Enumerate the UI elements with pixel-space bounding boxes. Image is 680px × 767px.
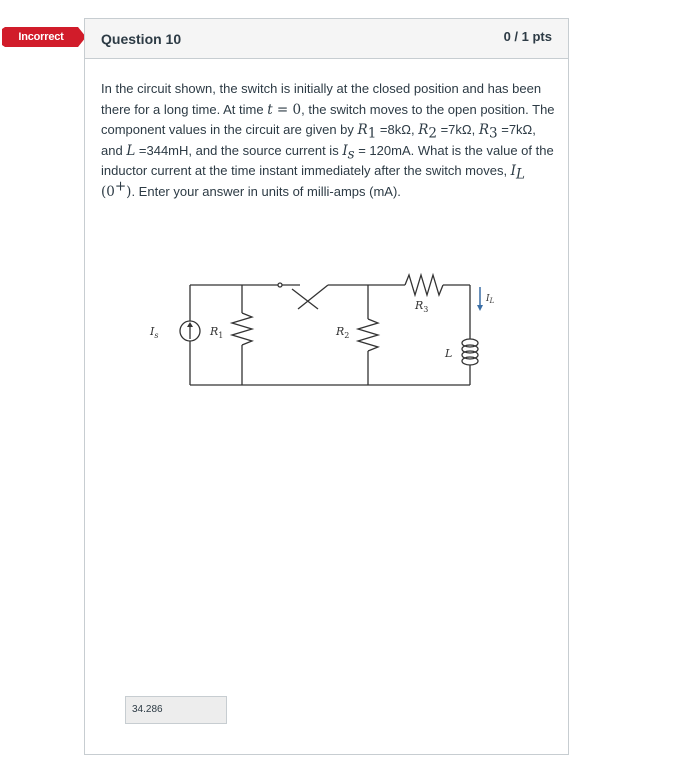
math-r3-sub: 3 — [489, 125, 498, 142]
question-card — [84, 18, 569, 755]
incorrect-flag — [2, 27, 86, 47]
math-il-sub: L — [516, 166, 525, 183]
label-r3: $R_3$ — [415, 299, 429, 314]
math-r2: R — [418, 122, 429, 139]
answer-field[interactable]: 34.286 — [125, 696, 227, 724]
question-text — [101, 79, 556, 203]
text-part: 120mA. What is the value of the inductor current at the time instant immediately after the switch moves, — [101, 142, 554, 179]
r3-value: =7kΩ, — [497, 122, 536, 138]
circuit-diagram — [150, 269, 500, 409]
math-r1-sub: 1 — [367, 125, 377, 142]
question-header — [85, 19, 568, 59]
label-r2: $R_2$ — [336, 325, 350, 340]
math-r3: R — [478, 122, 490, 139]
math-eq0: = 0 — [272, 101, 302, 118]
math-r1: R — [357, 122, 368, 139]
r1-value: =8kΩ, — [376, 122, 415, 138]
math-il-arg: (0 — [101, 183, 115, 200]
label-il: $I_L$ — [486, 294, 495, 305]
label-l: L — [445, 347, 453, 360]
text-part: . Enter your answer in units of milli-amps (mA). — [131, 183, 401, 199]
label-r1: $R_1$ — [210, 325, 224, 340]
math-l: L — [126, 142, 136, 159]
label-is: $I_s$ — [150, 325, 159, 340]
text-part: In the circuit shown, the switch is initially at the closed position and has been there for a long time. At time — [101, 81, 542, 117]
math-il-sup: + — [114, 178, 127, 195]
math-is-sub: s — [347, 146, 355, 163]
text-part: and — [101, 142, 127, 158]
l-value: =344mH, and the source current is — [135, 142, 343, 158]
text-part: , the switch moves to the open position. The component values in the circuit are given by — [101, 101, 555, 138]
question-title: Question 10 — [101, 31, 182, 47]
math-r2-sub: 2 — [428, 125, 437, 142]
math-il: I — [510, 163, 517, 180]
math-t: t — [267, 101, 273, 118]
math-il-close: ) — [126, 183, 132, 200]
question-points: 0 / 1 pts — [503, 29, 552, 44]
r2-value: =7kΩ, — [436, 122, 479, 138]
status-label: Incorrect — [18, 31, 64, 43]
math-is: I — [342, 142, 348, 159]
is-eq: = — [354, 142, 366, 158]
